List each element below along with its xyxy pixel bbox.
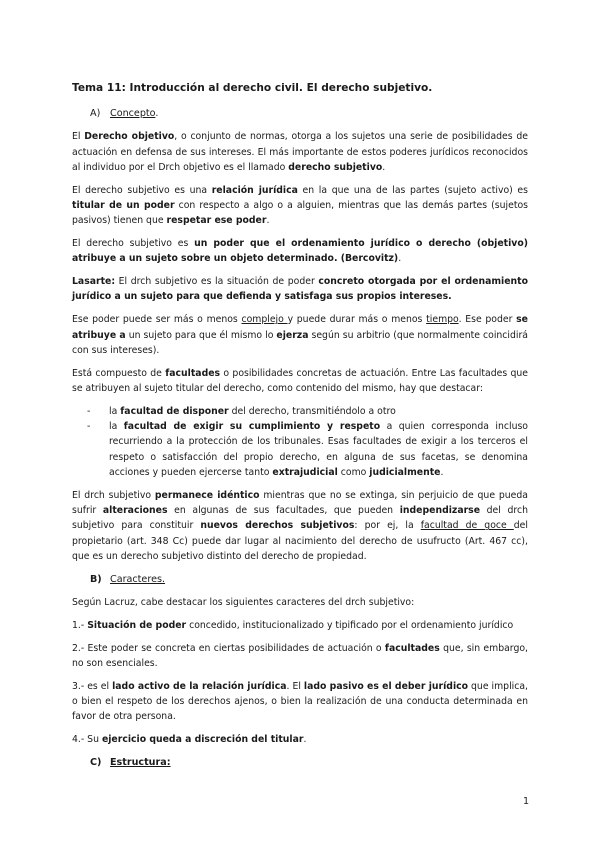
document-body <box>72 81 528 778</box>
paragraph-permanece-identico: El drch subjetivo permanece idéntico mientras que no se extinga, sin perjuicio de que pueda sufrir alteraciones en algunas de sus facultades, que pueden independizarse del drch subjetivo para constituir nuevos derechos subjetivos: por ej, la facultad de goce del propietario (art. 348 Cc) puede dar lugar al nacimiento del derecho de usufructo (Art. 467 cc), que es un derecho subjetivo distinto del derecho de propiedad. <box>72 489 528 562</box>
section-b-heading <box>90 572 528 587</box>
paragraph-facultades: Está compuesto de facultades o posibilidades concretas de actuación. Entre Las facultades que se atribuyen al sujeto titular del derecho, como contenido del mismo, hay que destacar: <box>72 367 528 394</box>
paragraph-poder: Ese poder puede ser más o menos complejo y puede durar más o menos tiempo. Ese poder se atribuye a un sujeto para que él mismo lo ejerza según su arbitrio (que normalmente coincidirá con sus intereses). <box>72 314 529 356</box>
facultades-list <box>72 404 528 480</box>
section-c-title: Estructura: <box>110 756 171 768</box>
paragraph-derecho-objetivo: El Derecho objetivo, o conjunto de normas, otorga a los sujetos una serie de posibilidades de actuación en defensa de sus intereses. El más importante de estos poderes jurídicos reconocidos al individuo por el Drch objetivo es el llamado derecho subjetivo. <box>72 131 528 173</box>
page-number: 1 <box>523 796 530 807</box>
section-a-heading <box>90 106 528 121</box>
paragraph-lasarte: Lasarte: El drch subjetivo es la situación de poder concreto otorgada por el ordenamiento jurídico a un sujeto para que defienda y satisfaga sus propios intereses. <box>72 276 528 303</box>
section-b-letter: B) <box>90 573 102 585</box>
caracter-2: 2.- Este poder se concreta en ciertas posibilidades de actuación o facultades que, sin embargo, no son esenciales. <box>72 642 528 669</box>
list-item: - la facultad de exigir su cumplimiento y respeto a quien corresponda incluso recurriendo a la protección de los tribunales. Esas facultades de exigir a los terceros el respeto o satisfacción del propio derecho, en alguna de sus facetas, se denomina acciones y pueden ejercerse tanto extrajudicial como judicialmente. <box>72 419 528 480</box>
paragraph-lacruz-intro: Según Lacruz, cabe destacar los siguientes caracteres del drch subjetivo: <box>72 597 415 609</box>
paragraph-relacion-juridica: El derecho subjetivo es una relación jurídica en la que una de las partes (sujeto activo) es titular de un poder con respecto a algo o a alguien, mientras que las demás partes (sujetos pasivos) tienen que respetar ese poder. <box>72 184 528 227</box>
section-c-letter: C) <box>90 756 102 768</box>
document-title: Tema 11: Introducción al derecho civil. El derecho subjetivo. <box>72 82 433 94</box>
caracter-3: 3.- es el lado activo de la relación jurídica. El lado pasivo es el deber jurídico que implica, o bien el respeto de los derechos ajenos, o bien la realización de una conducta determinada en favor de otra persona. <box>72 680 528 723</box>
section-c-heading <box>90 755 528 770</box>
section-a-title: Concepto <box>110 108 156 119</box>
section-a-title-suffix: . <box>155 108 159 119</box>
caracter-1: 1.- Situación de poder concedido, institucionalizado y tipificado por el ordenamiento jurídico <box>72 619 514 631</box>
paragraph-bercovitz: El derecho subjetivo es un poder que el ordenamiento jurídico o derecho (objetivo) atribuye a un sujeto sobre un objeto determinado. (Bercovitz). <box>72 238 528 265</box>
list-item: - la facultad de disponer del derecho, transmitiéndolo a otro <box>72 404 528 419</box>
section-a-letter: A) <box>90 108 101 119</box>
section-b-title: Caracteres. <box>110 573 166 585</box>
caracter-4: 4.- Su ejercicio queda a discreción del titular. <box>72 734 307 746</box>
